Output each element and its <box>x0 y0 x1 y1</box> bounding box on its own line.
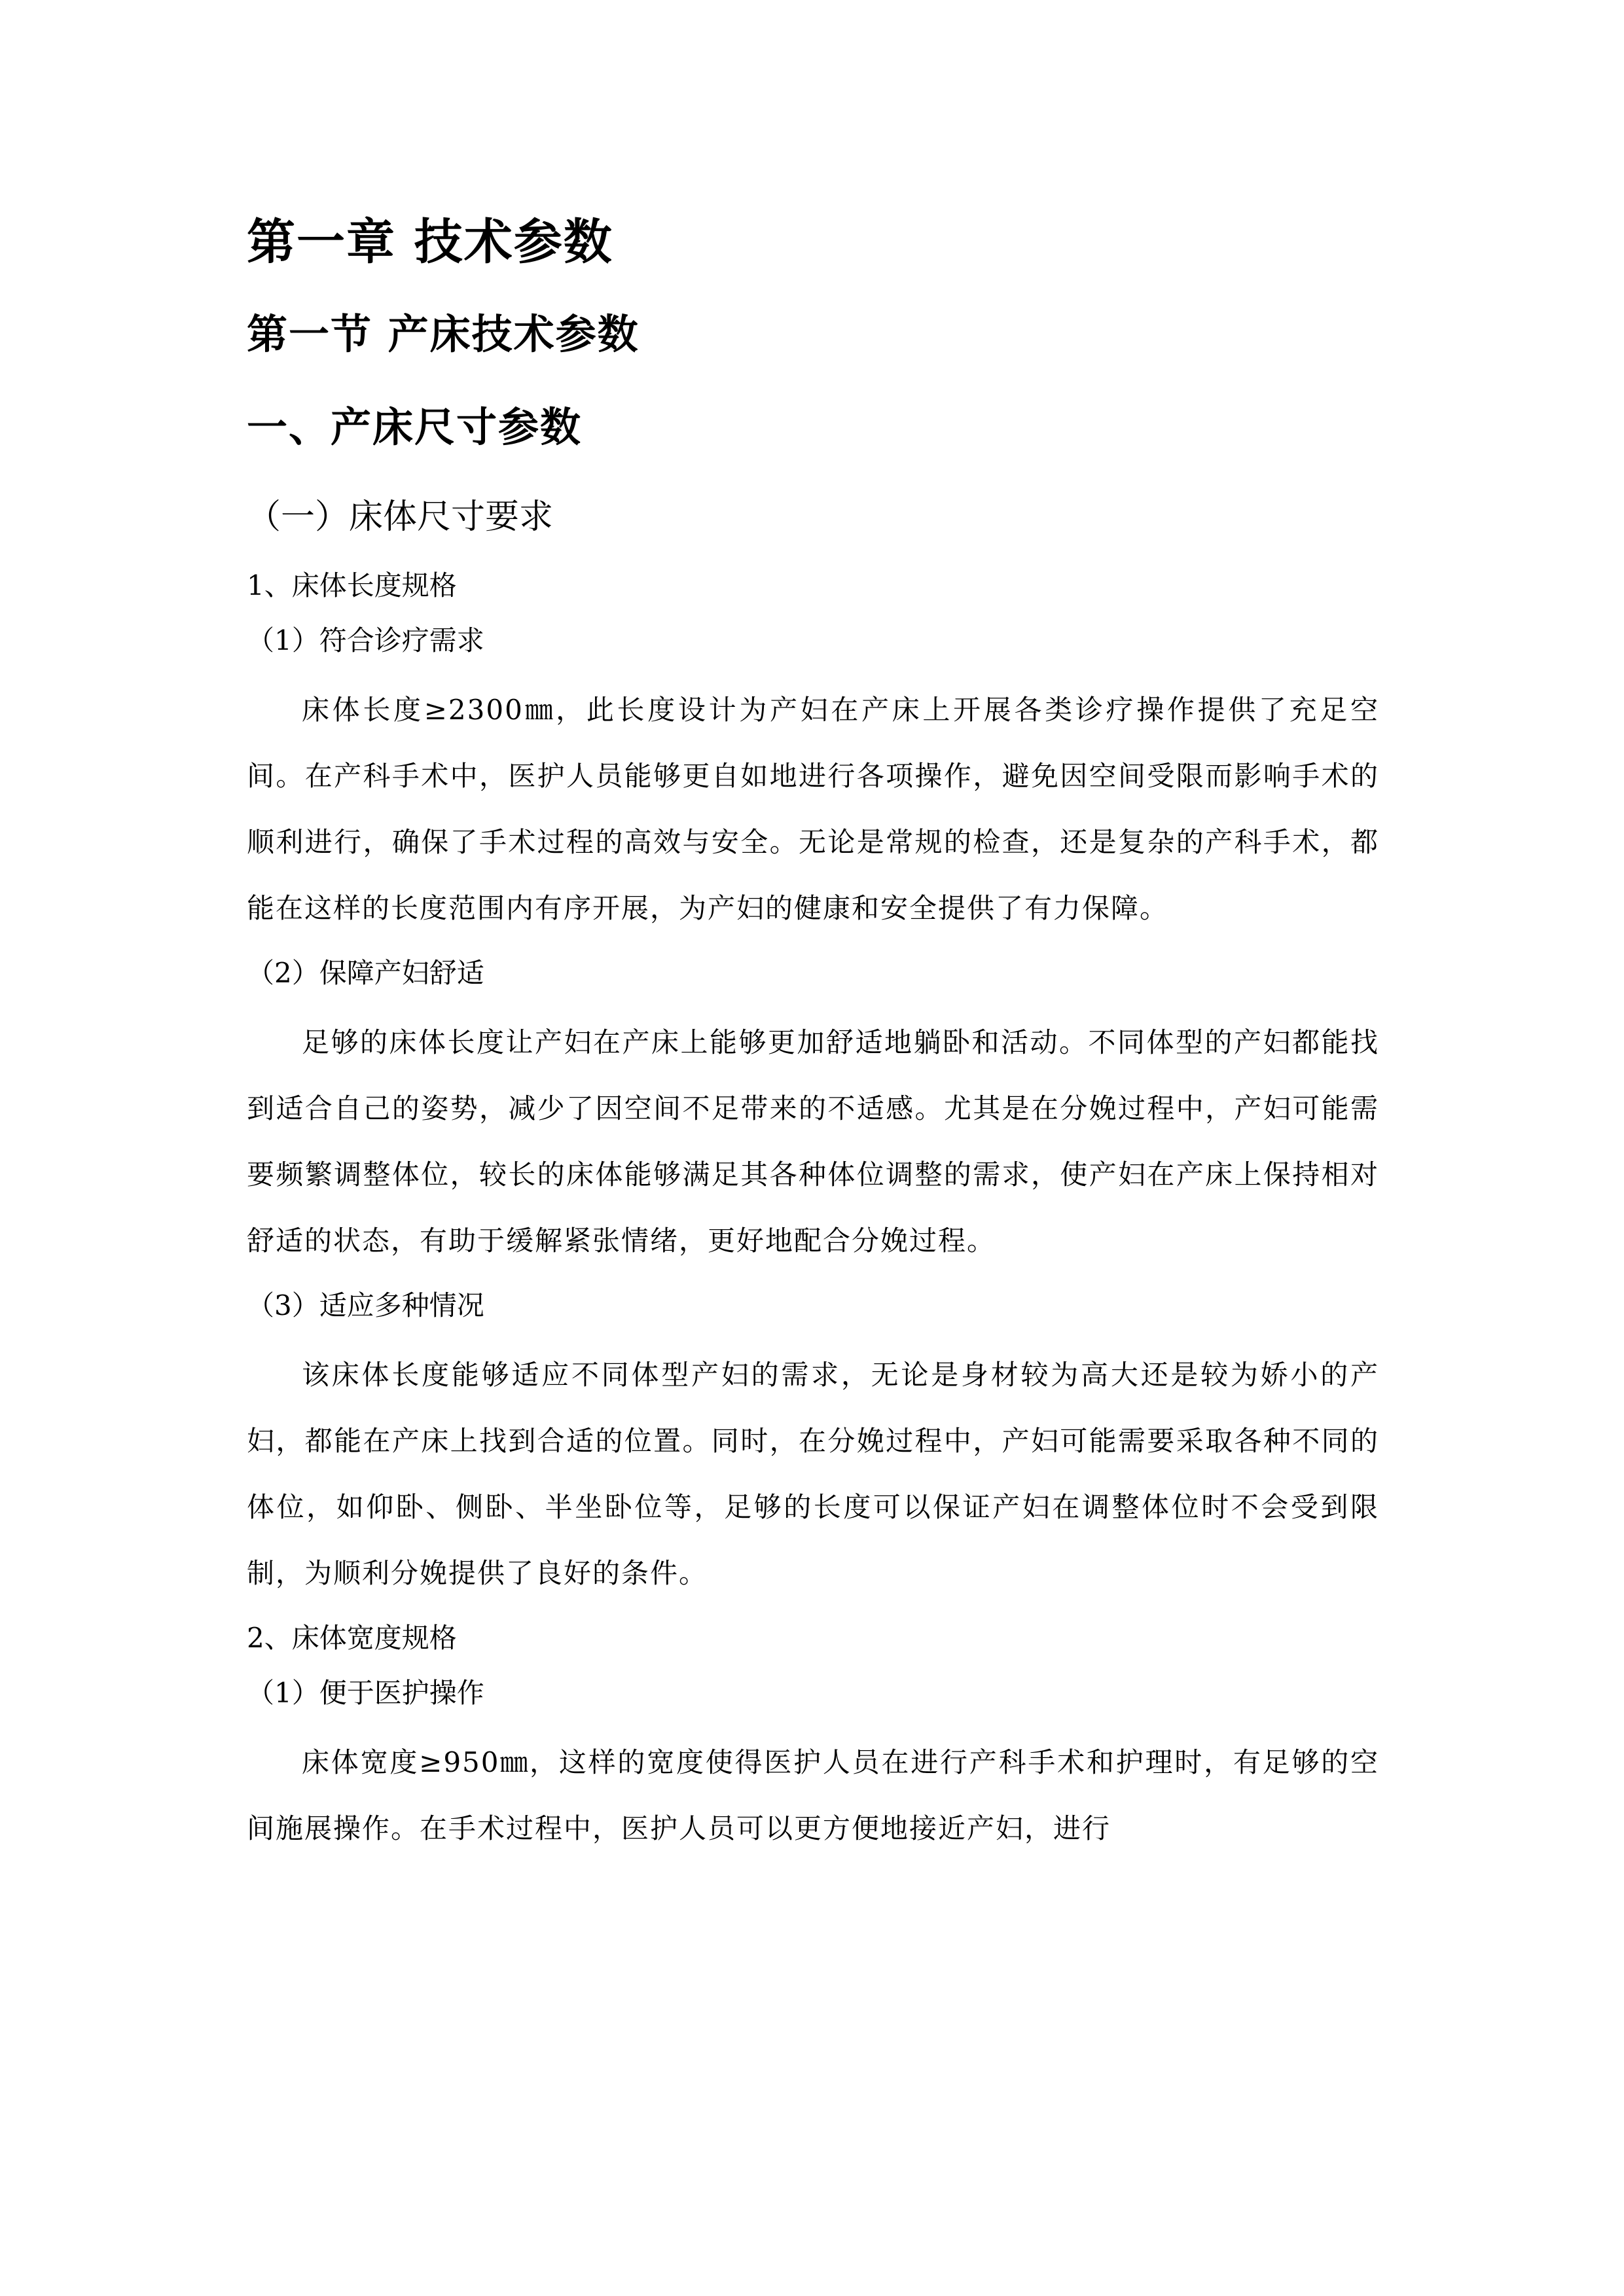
body-paragraph: 该床体长度能够适应不同体型产妇的需求，无论是身材较为高大还是较为娇小的产妇，都能在产床上找到合适的位置。同时，在分娩过程中，产妇可能需要采取各种不同的体位，如仰卧、侧卧、半坐卧位等，足够的长度可以保证产妇在调整体位时不会受到限制，为顺利分娩提供了良好的条件。 <box>247 1359 1379 1589</box>
item-subheading: （1）便于医护操作 <box>247 1677 484 1709</box>
subsubsection-title: （一）床体尺寸要求 <box>247 497 554 537</box>
item-subheading: （1）符合诊疗需求 <box>247 624 484 656</box>
body-paragraph: 足够的床体长度让产妇在产床上能够更加舒适地躺卧和活动。不同体型的产妇都能找到适合自己的姿势，减少了因空间不足带来的不适感。尤其是在分娩过程中，产妇可能需要频繁调整体位，较长的床体能够满足其各种体位调整的需求，使产妇在产床上保持相对舒适的状态，有助于缓解紧张情绪，更好地配合分娩过程。 <box>247 1026 1379 1257</box>
item-subheading: （2）保障产妇舒适 <box>247 957 484 989</box>
chapter-title: 第一章 技术参数 <box>247 214 613 270</box>
item-subheading: （3）适应多种情况 <box>247 1289 484 1321</box>
document-body <box>247 209 1379 1871</box>
body-paragraph: 床体宽度≥950㎜，这样的宽度使得医护人员在进行产科手术和护理时，有足够的空间施展操作。在手术过程中，医护人员可以更方便地接近产妇，进行 <box>247 1746 1379 1844</box>
body-paragraph: 床体长度≥2300㎜，此长度设计为产妇在产床上开展各类诊疗操作提供了充足空间。在产科手术中，医护人员能够更自如地进行各项操作，避免因空间受限而影响手术的顺利进行，确保了手术过程的高效与安全。无论是常规的检查，还是复杂的产科手术，都能在这样的长度范围内有序开展，为产妇的健康和安全提供了有力保障。 <box>247 694 1379 924</box>
item-heading: 1、床体长度规格 <box>247 569 457 601</box>
section-title: 第一节 产床技术参数 <box>247 310 640 358</box>
item-heading: 2、床体宽度规格 <box>247 1622 457 1654</box>
subsection-title: 一、产床尺寸参数 <box>247 403 583 451</box>
